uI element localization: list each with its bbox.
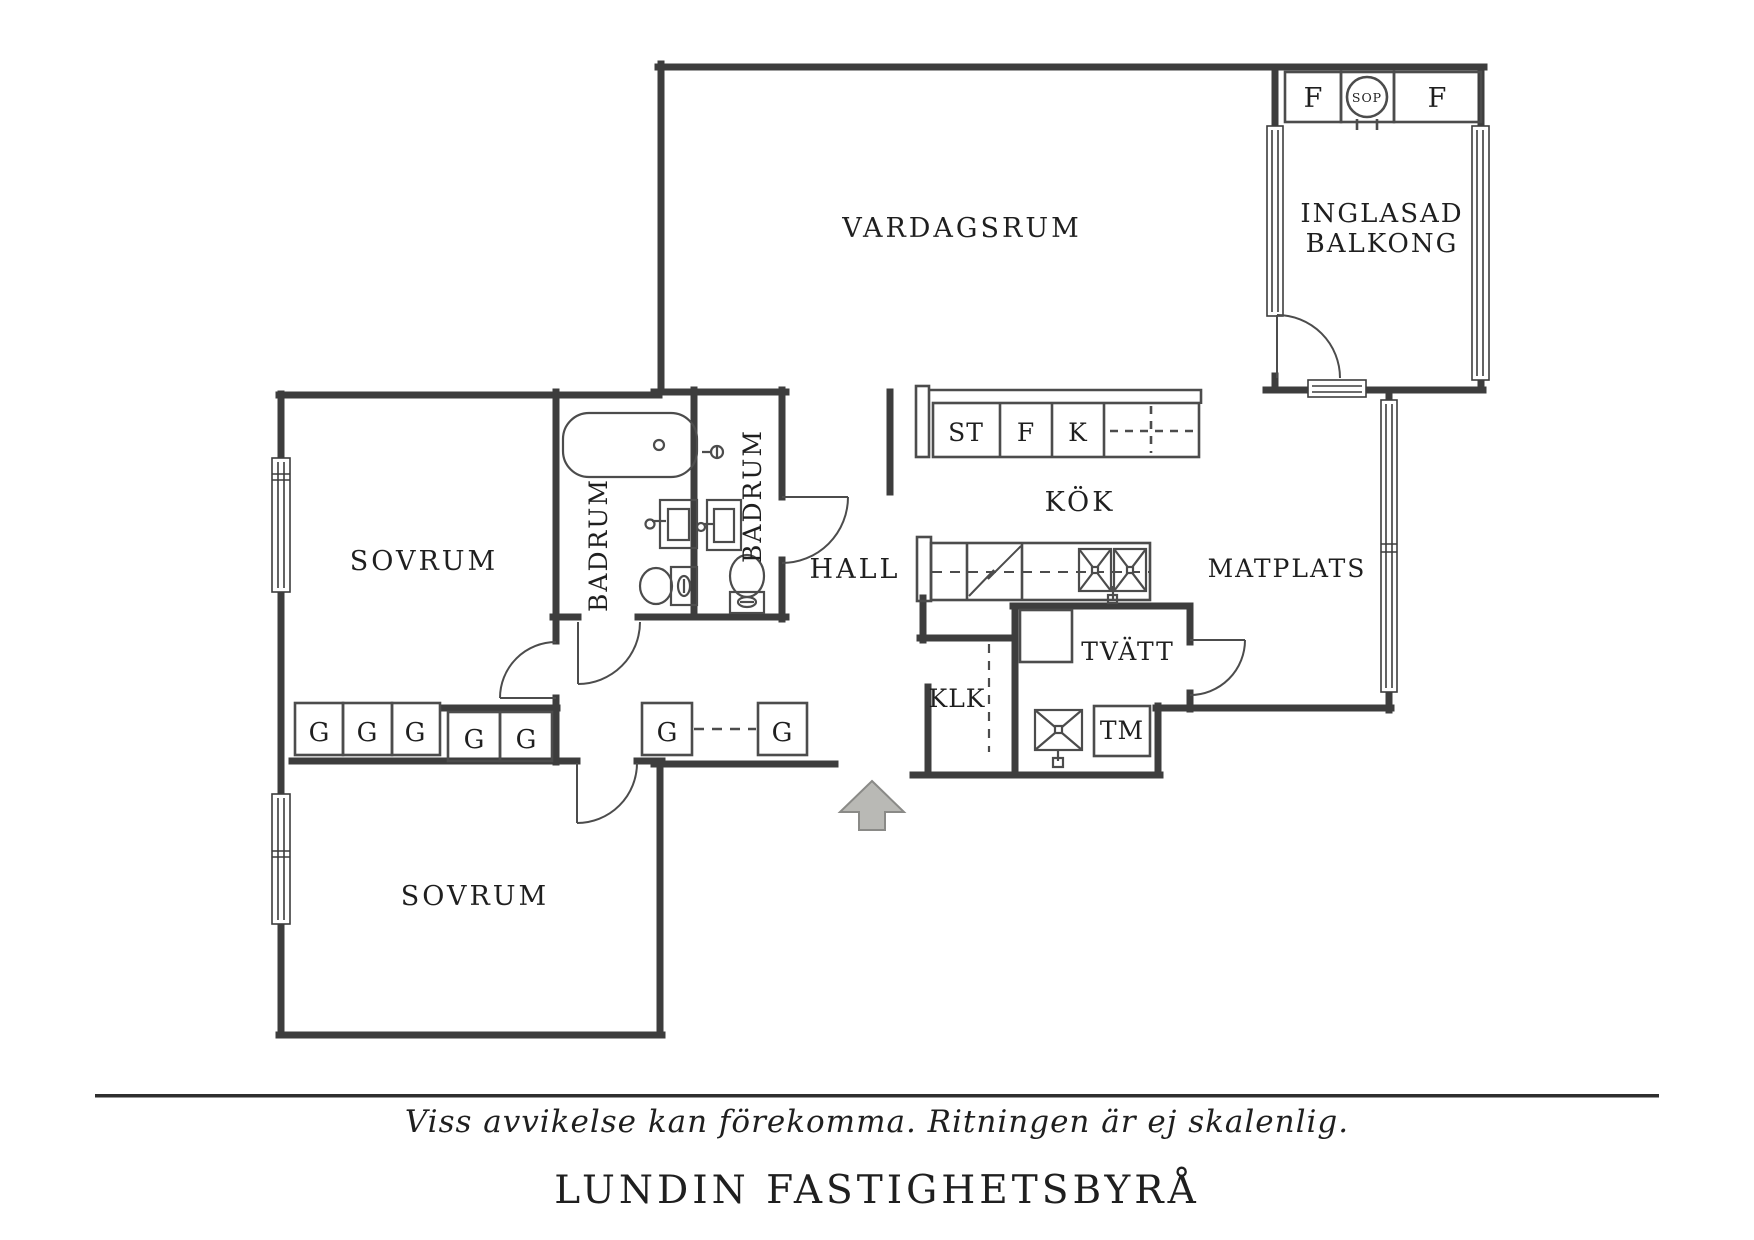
window-sovrum1 xyxy=(272,458,290,592)
fixtures xyxy=(563,413,1146,767)
kitchen-upper-dashed xyxy=(1110,406,1196,453)
footer xyxy=(95,1094,1659,1213)
window-vardagsrum-balkong xyxy=(1267,126,1283,316)
entrance-arrow xyxy=(840,781,904,830)
door-balkong xyxy=(1277,315,1340,378)
tvatt-bench xyxy=(1020,610,1072,662)
footer-rule xyxy=(95,1094,1659,1098)
label-g2: G xyxy=(356,718,378,748)
window-matplats-right xyxy=(1381,400,1397,692)
label-kok: KÖK xyxy=(1044,487,1116,518)
window-sovrum2 xyxy=(272,794,290,924)
label-tm: TM xyxy=(1099,716,1145,745)
washing-machine xyxy=(1035,710,1082,767)
sink-badrum1 xyxy=(646,500,698,548)
label-balkong-line2: BALKONG xyxy=(1305,229,1459,259)
label-g5: G xyxy=(515,725,537,755)
label-badrum-left: BADRUM xyxy=(584,478,613,612)
label-hall: HALL xyxy=(809,554,901,585)
footer-agency: LUNDIN FASTIGHETSBYRÅ xyxy=(554,1168,1200,1213)
label-sovrum-top: SOVRUM xyxy=(349,546,499,577)
label-badrum-right: BADRUM xyxy=(738,429,767,563)
faucet-badrum2 xyxy=(702,445,723,459)
label-tvatt: TVÄTT xyxy=(1081,637,1175,666)
label-vardagsrum: VARDAGSRUM xyxy=(842,213,1082,244)
label-f-top-right: F xyxy=(1427,83,1447,114)
label-g7: G xyxy=(771,718,793,748)
sink-badrum2 xyxy=(697,500,741,550)
door-badrum1 xyxy=(578,622,640,684)
sop-chute-legs xyxy=(1357,119,1377,130)
entrance-arrow-shape xyxy=(840,781,904,830)
labels xyxy=(309,83,1464,912)
kitchen-lower-endcap xyxy=(917,537,931,601)
bathtub-drain xyxy=(654,440,664,450)
kitchen-upper-dividers xyxy=(1000,403,1104,457)
label-st: ST xyxy=(948,418,984,447)
label-matplats: MATPLATS xyxy=(1207,554,1367,583)
kitchen-upper-endcap xyxy=(916,386,929,457)
label-f-top-left: F xyxy=(1303,83,1323,114)
label-g3: G xyxy=(404,718,426,748)
label-sovrum-bottom: SOVRUM xyxy=(400,881,550,912)
bathtub xyxy=(563,413,697,477)
window-balkong-right xyxy=(1472,126,1489,380)
label-sop: SOP xyxy=(1351,90,1383,105)
door-sovrum1 xyxy=(500,642,556,698)
label-g6: G xyxy=(656,718,678,748)
label-kyl: F xyxy=(1016,418,1036,447)
door-sovrum2 xyxy=(577,763,637,823)
kitchen-sink-left xyxy=(1079,549,1111,591)
label-g4: G xyxy=(463,725,485,755)
label-g1: G xyxy=(308,718,330,748)
door-tvatt xyxy=(1190,640,1245,695)
footer-disclaimer: Viss avvikelse kan förekomma. Ritningen är ej skalenlig. xyxy=(404,1104,1350,1140)
label-balkong-line1: INGLASAD xyxy=(1300,199,1464,229)
label-frys: K xyxy=(1068,418,1088,447)
kitchen-sink-right xyxy=(1108,549,1146,603)
window-balkong-bottom xyxy=(1308,380,1366,397)
toilet-badrum1 xyxy=(640,567,697,605)
label-klk: KLK xyxy=(928,684,986,713)
